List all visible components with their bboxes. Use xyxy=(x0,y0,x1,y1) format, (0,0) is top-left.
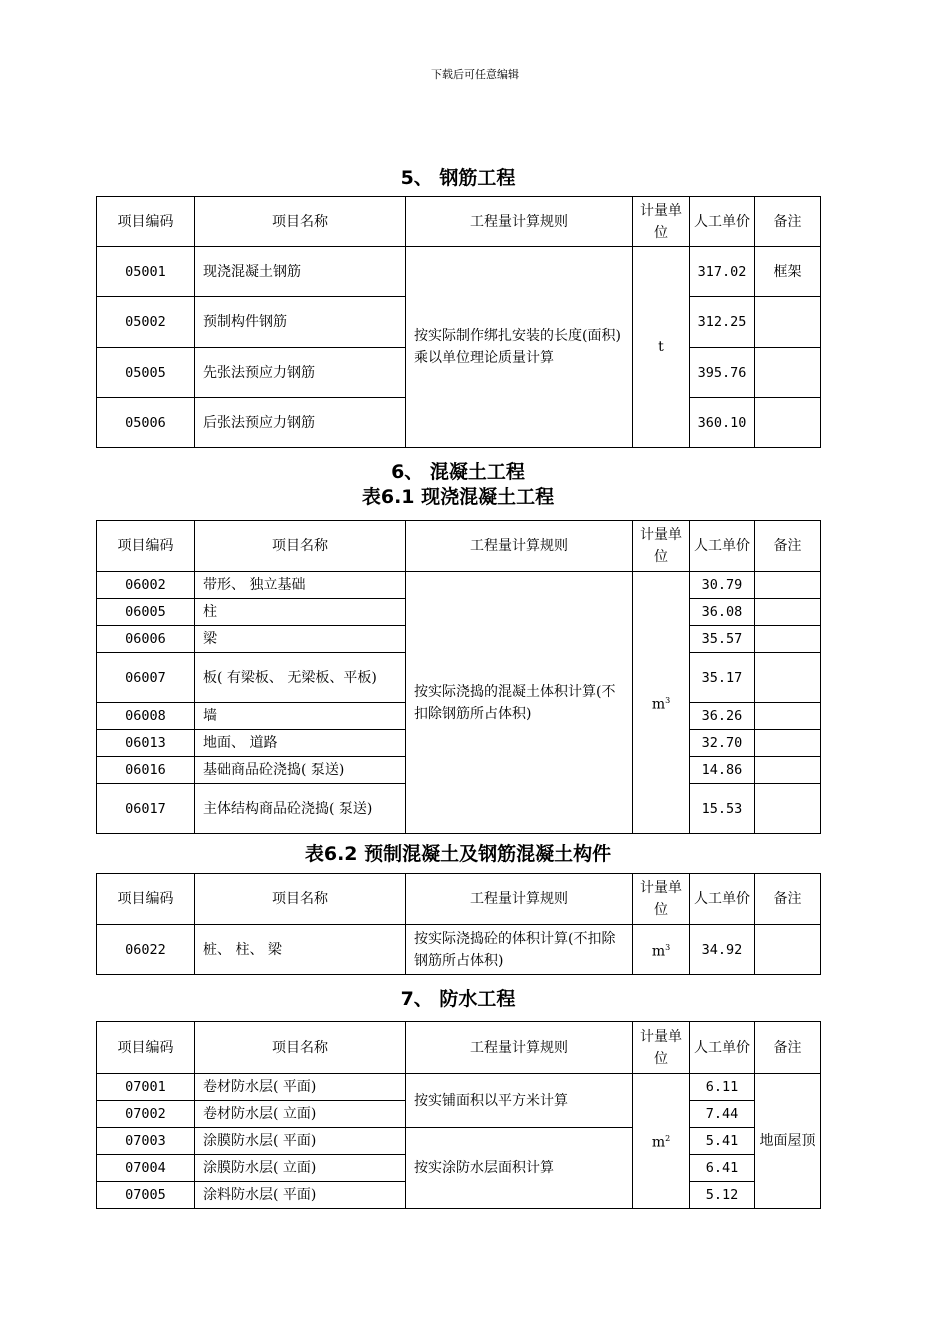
header-unit: 计量单位 xyxy=(633,874,690,925)
unit-price: 360.10 xyxy=(690,398,755,448)
unit xyxy=(633,1074,690,1209)
unit-price: 6.11 xyxy=(690,1074,755,1101)
table-header-row xyxy=(97,1022,821,1074)
header-rule: 工程量计算规则 xyxy=(406,197,633,247)
remark xyxy=(755,348,821,398)
item-name: 现浇混凝土钢筋 xyxy=(195,247,406,297)
header-note: 备注 xyxy=(755,874,821,925)
remark xyxy=(755,626,821,653)
remark xyxy=(755,398,821,448)
item-name: 后张法预应力钢筋 xyxy=(195,398,406,448)
item-name: 带形、 独立基础 xyxy=(195,572,406,599)
unit-text: m xyxy=(651,696,666,713)
item-name: 桩、 柱、 梁 xyxy=(195,925,406,975)
waterproofing-table xyxy=(96,1021,821,1209)
unit-text: m xyxy=(651,1134,666,1151)
item-name: 主体结构商品砼浇捣( 泵送) xyxy=(195,784,406,834)
calc-rule: 按实铺面积以平方米计算 xyxy=(406,1074,633,1128)
header-name: 项目名称 xyxy=(195,521,406,572)
remark xyxy=(755,730,821,757)
unit-price: 5.12 xyxy=(690,1182,755,1209)
remark: 框架 xyxy=(755,247,821,297)
rebar-table xyxy=(96,196,821,448)
header-name: 项目名称 xyxy=(195,197,406,247)
header-note: 备注 xyxy=(755,197,821,247)
item-code: 06006 xyxy=(97,626,195,653)
table-header-row xyxy=(97,521,821,572)
remark xyxy=(755,653,821,703)
table-row xyxy=(97,247,821,297)
item-code: 05005 xyxy=(97,348,195,398)
unit-price: 34.92 xyxy=(690,925,755,975)
item-code: 06022 xyxy=(97,925,195,975)
header-name: 项目名称 xyxy=(195,874,406,925)
header-code: 项目编码 xyxy=(97,197,195,247)
table-row xyxy=(97,1074,821,1101)
item-code: 06016 xyxy=(97,757,195,784)
table-row xyxy=(97,925,821,975)
item-name: 涂料防水层( 平面) xyxy=(195,1182,406,1209)
header-price: 人工单价 xyxy=(690,521,755,572)
item-code: 06013 xyxy=(97,730,195,757)
header-note: 备注 xyxy=(755,521,821,572)
item-code: 06005 xyxy=(97,599,195,626)
header-unit: 计量单位 xyxy=(633,1022,690,1074)
calc-rule: 按实际制作绑扎安装的长度(面积)乘以单位理论质量计算 xyxy=(406,247,633,448)
table-6-1-title: 表6.1 现浇混凝土工程 xyxy=(361,486,555,508)
remark xyxy=(755,572,821,599)
header-price: 人工单价 xyxy=(690,1022,755,1074)
unit xyxy=(633,925,690,975)
unit-exponent: 3 xyxy=(665,695,671,705)
section-6-title: 6、 混凝土工程 xyxy=(391,461,525,483)
page-header-note: 下载后可任意编辑 xyxy=(431,68,519,81)
unit: t xyxy=(633,247,690,448)
unit-price: 36.26 xyxy=(690,703,755,730)
unit-price: 5.41 xyxy=(690,1128,755,1155)
item-code: 06002 xyxy=(97,572,195,599)
item-code: 05002 xyxy=(97,297,195,348)
calc-rule: 按实涂防水层面积计算 xyxy=(406,1128,633,1209)
header-price: 人工单价 xyxy=(690,874,755,925)
table-6-2-title: 表6.2 预制混凝土及钢筋混凝土构件 xyxy=(304,843,612,865)
item-name: 板( 有梁板、 无梁板、平板) xyxy=(195,653,406,703)
unit-price: 7.44 xyxy=(690,1101,755,1128)
unit-price: 35.17 xyxy=(690,653,755,703)
header-code: 项目编码 xyxy=(97,874,195,925)
table-header-row xyxy=(97,874,821,925)
calc-rule: 按实际浇捣的混凝土体积计算(不扣除钢筋所占体积) xyxy=(406,572,633,834)
section-7-title: 7、 防水工程 xyxy=(400,988,516,1010)
item-code: 06017 xyxy=(97,784,195,834)
item-name: 涂膜防水层( 立面) xyxy=(195,1155,406,1182)
remark xyxy=(755,297,821,348)
unit-price: 395.76 xyxy=(690,348,755,398)
table-row xyxy=(97,572,821,599)
unit-price: 15.53 xyxy=(690,784,755,834)
section-5-title: 5、 钢筋工程 xyxy=(400,167,516,189)
unit-price: 30.79 xyxy=(690,572,755,599)
header-rule: 工程量计算规则 xyxy=(406,874,633,925)
unit-price: 317.02 xyxy=(690,247,755,297)
item-code: 06007 xyxy=(97,653,195,703)
unit-price: 312.25 xyxy=(690,297,755,348)
item-name: 卷材防水层( 平面) xyxy=(195,1074,406,1101)
unit-price: 6.41 xyxy=(690,1155,755,1182)
item-code: 07005 xyxy=(97,1182,195,1209)
item-name: 基础商品砼浇捣( 泵送) xyxy=(195,757,406,784)
unit-exponent: 3 xyxy=(665,942,671,952)
header-unit: 计量单位 xyxy=(633,197,690,247)
table-row xyxy=(97,1128,821,1155)
calc-rule: 按实际浇捣砼的体积计算(不扣除钢筋所占体积) xyxy=(406,925,633,975)
item-code: 05001 xyxy=(97,247,195,297)
item-name: 卷材防水层( 立面) xyxy=(195,1101,406,1128)
item-name: 先张法预应力钢筋 xyxy=(195,348,406,398)
item-name: 预制构件钢筋 xyxy=(195,297,406,348)
remark xyxy=(755,925,821,975)
unit-price: 14.86 xyxy=(690,757,755,784)
remark xyxy=(755,784,821,834)
precast-concrete-table xyxy=(96,873,821,975)
header-rule: 工程量计算规则 xyxy=(406,1022,633,1074)
unit-price: 36.08 xyxy=(690,599,755,626)
header-rule: 工程量计算规则 xyxy=(406,521,633,572)
remark xyxy=(755,757,821,784)
item-name: 涂膜防水层( 平面) xyxy=(195,1128,406,1155)
item-name: 墙 xyxy=(195,703,406,730)
remark xyxy=(755,703,821,730)
item-code: 07001 xyxy=(97,1074,195,1101)
header-code: 项目编码 xyxy=(97,1022,195,1074)
table-header-row xyxy=(97,197,821,247)
unit-exponent: 2 xyxy=(665,1134,671,1144)
item-code: 07004 xyxy=(97,1155,195,1182)
item-code: 05006 xyxy=(97,398,195,448)
header-note: 备注 xyxy=(755,1022,821,1074)
cast-in-place-concrete-table xyxy=(96,520,821,834)
unit-price: 35.57 xyxy=(690,626,755,653)
unit-text: m xyxy=(651,943,666,960)
header-name: 项目名称 xyxy=(195,1022,406,1074)
header-code: 项目编码 xyxy=(97,521,195,572)
item-code: 07003 xyxy=(97,1128,195,1155)
header-unit: 计量单位 xyxy=(633,521,690,572)
unit-price: 32.70 xyxy=(690,730,755,757)
unit xyxy=(633,572,690,834)
header-price: 人工单价 xyxy=(690,197,755,247)
remark: 地面屋顶 xyxy=(755,1074,821,1209)
item-name: 柱 xyxy=(195,599,406,626)
remark xyxy=(755,599,821,626)
item-code: 06008 xyxy=(97,703,195,730)
item-code: 07002 xyxy=(97,1101,195,1128)
item-name: 梁 xyxy=(195,626,406,653)
item-name: 地面、 道路 xyxy=(195,730,406,757)
